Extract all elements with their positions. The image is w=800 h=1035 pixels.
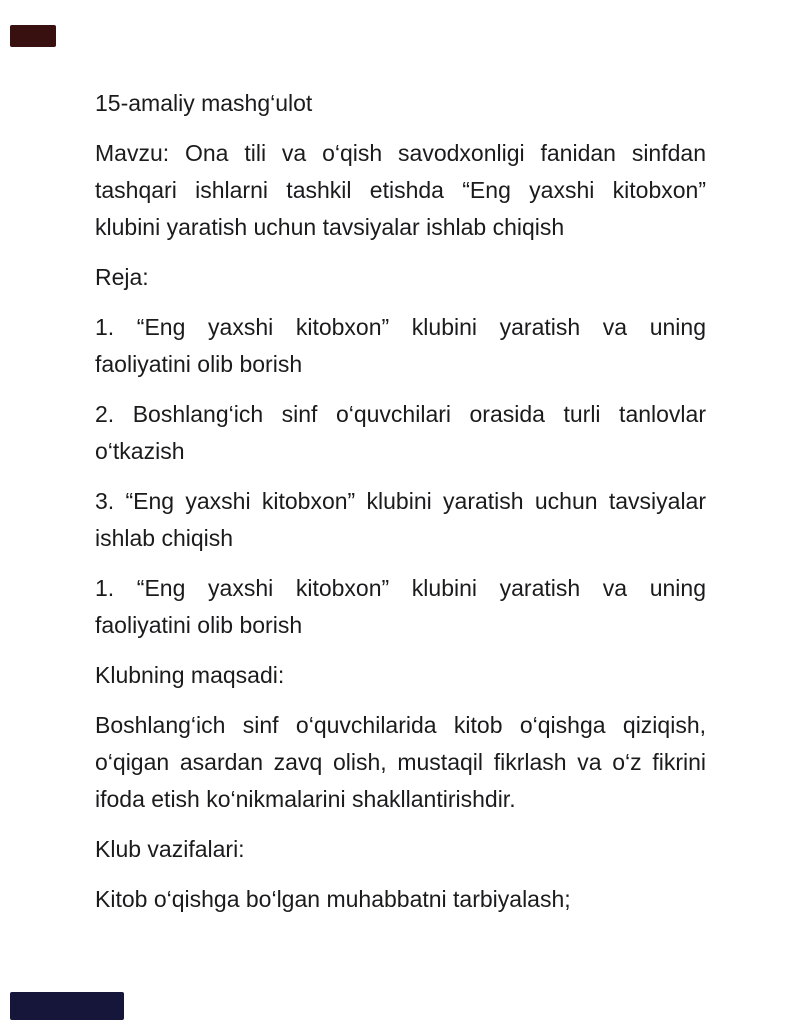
redaction-mark-bottom-left (10, 992, 124, 1020)
paragraph-klub-maqsadi-body (95, 707, 706, 818)
text-line: Mavzu: Ona tili va o‘qish savodxonligi fanidan sinfdan (95, 140, 706, 166)
paragraph-klub-vazifalari-heading (95, 831, 706, 868)
paragraph-klub-maqsadi-heading (95, 657, 706, 694)
paragraph-reja-heading (95, 259, 706, 296)
paragraph-mavzu (95, 135, 706, 246)
text-line: 1. “Eng yaxshi kitobxon” klubini yaratish va uning (95, 575, 706, 601)
text-line: 15-amaliy mashg‘ulot (95, 90, 313, 116)
text-line: faoliyatini olib borish (95, 351, 303, 377)
text-line: 2. Boshlang‘ich sinf o‘quvchilari orasida turli tanlovlar (95, 401, 706, 427)
paragraph-reja-item-1 (95, 309, 706, 383)
text-line: klubini yaratish uchun tavsiyalar ishlab chiqish (95, 214, 565, 240)
text-line: 3. “Eng yaxshi kitobxon” klubini yaratish uchun tavsiyalar (95, 488, 706, 514)
text-line: Boshlang‘ich sinf o‘quvchilarida kitob o‘qishga qiziqish, (95, 712, 706, 738)
redaction-mark-top-left (10, 25, 56, 47)
paragraph-reja-item-3 (95, 483, 706, 557)
paragraph-lesson-title (95, 85, 706, 122)
text-line: tashqari ishlarni tashkil etishda “Eng yaxshi kitobxon” (95, 177, 706, 203)
text-line: Klubning maqsadi: (95, 662, 285, 688)
text-line: faoliyatini olib borish (95, 612, 303, 638)
text-line: Kitob o‘qishga bo‘lgan muhabbatni tarbiyalash; (95, 886, 571, 912)
document-content (95, 85, 706, 931)
text-line: 1. “Eng yaxshi kitobxon” klubini yaratish va uning (95, 314, 706, 340)
text-line: ifoda etish ko‘nikmalarini shakllantirishdir. (95, 786, 516, 812)
text-line: Reja: (95, 264, 149, 290)
text-line: ishlab chiqish (95, 525, 234, 551)
text-line: o‘tkazish (95, 438, 185, 464)
paragraph-klub-vazifalari-item-1 (95, 881, 706, 918)
text-line: o‘qigan asardan zavq olish, mustaqil fikrlash va o‘z fikrini (95, 749, 706, 775)
paragraph-reja-item-2 (95, 396, 706, 470)
text-line: Klub vazifalari: (95, 836, 245, 862)
paragraph-section-item-1 (95, 570, 706, 644)
